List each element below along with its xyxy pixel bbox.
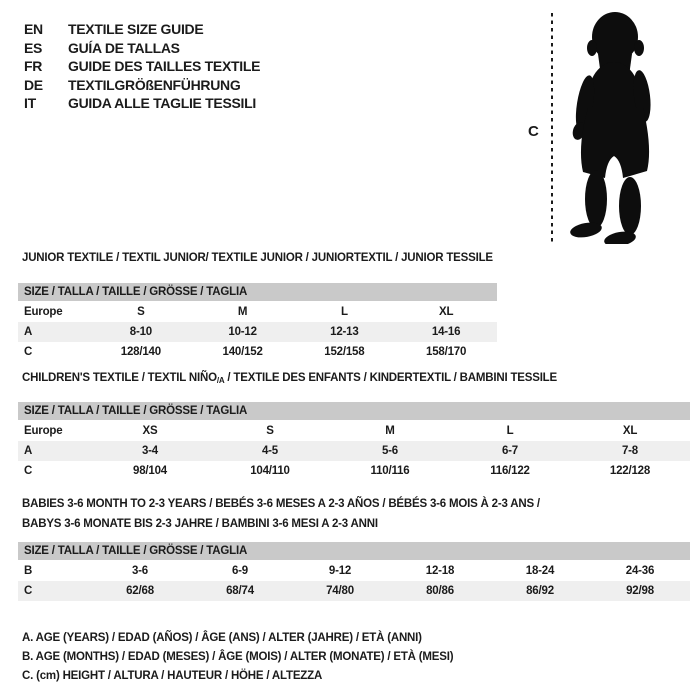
row-label: A — [24, 445, 33, 457]
height-measure-label: C — [528, 123, 539, 140]
row-label: C — [24, 585, 33, 597]
table-row — [18, 342, 497, 362]
junior-size-table — [18, 283, 497, 362]
row-label: Europe — [24, 306, 63, 318]
children-title-sub: /A — [216, 376, 225, 385]
height-cell: 86/92 — [526, 585, 554, 597]
height-cell: 74/80 — [326, 585, 354, 597]
language-title-list — [24, 20, 260, 113]
language-label: TEXTILGRÖßENFÜHRUNG — [68, 76, 241, 93]
row-label: C — [24, 346, 33, 358]
language-code: FR — [24, 58, 43, 74]
children-section-title — [22, 372, 557, 385]
size-cell: L — [506, 425, 514, 437]
age-cell: 3-6 — [131, 565, 149, 577]
height-cell: 104/110 — [250, 465, 290, 477]
age-cell: 6-9 — [231, 565, 249, 577]
age-cell: 10-12 — [228, 326, 257, 338]
table-row — [18, 421, 690, 441]
babies-title-line2: BABYS 3-6 MONATE BIS 2-3 JAHRE / BAMBINI 3-6 MESI A 2-3 ANNI — [22, 518, 378, 530]
language-code: DE — [24, 76, 43, 93]
age-cell: 8-10 — [129, 326, 152, 338]
height-cell: 110/116 — [370, 465, 410, 477]
height-cell: 152/158 — [324, 346, 365, 358]
size-cell: L — [340, 306, 348, 318]
language-label: GUIDE DES TAILLES TEXTILE — [68, 58, 261, 74]
row-label: Europe — [24, 425, 63, 437]
age-cell: 14-16 — [431, 326, 461, 338]
babies-title-line1: BABIES 3-6 MONTH TO 2-3 YEARS / BEBÉS 3-6 MESES A 2-3 AÑOS / BÉBÉS 3-6 MOIS À 2-3 ANS / — [22, 498, 540, 510]
height-cell: 80/86 — [426, 585, 454, 597]
row-label: B — [24, 565, 33, 577]
language-row-de — [24, 76, 260, 95]
junior-size-bar: SIZE / TALLA / TAILLE / GRÖSSE / TAGLIA — [18, 283, 497, 301]
children-size-bar: SIZE / TALLA / TAILLE / GRÖSSE / TAGLIA — [18, 402, 690, 420]
table-row — [18, 302, 497, 322]
table-row — [18, 461, 690, 481]
junior-section-title: JUNIOR TEXTILE / TEXTIL JUNIOR/ TEXTILE JUNIOR / JUNIORTEXTIL / JUNIOR TESSILE — [22, 252, 493, 264]
legend-line-b: B. AGE (MONTHS) / EDAD (MESES) / ÂGE (MOIS) / ALTER (MONATE) / ETÀ (MESI) — [22, 651, 454, 663]
age-cell: 6-7 — [501, 445, 519, 457]
language-row-fr — [24, 57, 260, 76]
height-cell: 128/140 — [120, 346, 161, 358]
row-label: A — [24, 326, 33, 338]
height-cell: 122/128 — [609, 465, 651, 477]
legend-line-a: A. AGE (YEARS) / EDAD (AÑOS) / ÂGE (ANS) / ALTER (JAHRE) / ETÀ (ANNI) — [22, 632, 422, 644]
table-row — [18, 441, 690, 461]
legend-line-c: C. (cm) HEIGHT / ALTURA / HAUTEUR / HÖHE / ALTEZZA — [22, 670, 323, 682]
babies-section-title — [22, 494, 540, 534]
size-cell: XS — [142, 425, 158, 437]
height-cell: 68/74 — [226, 585, 254, 597]
table-row — [18, 561, 690, 581]
children-size-table — [18, 402, 690, 481]
language-label: GUÍA DE TALLAS — [68, 39, 180, 56]
size-cell: S — [266, 425, 274, 437]
height-cell: 140/152 — [222, 346, 263, 358]
measurement-legend — [22, 629, 453, 686]
size-cell: S — [137, 306, 145, 318]
age-cell: 12-18 — [425, 565, 455, 577]
height-cell: 158/170 — [426, 346, 467, 358]
language-code: IT — [24, 95, 36, 111]
language-code: ES — [24, 39, 43, 56]
size-cell: XL — [622, 425, 638, 437]
height-cell: 116/122 — [490, 465, 530, 477]
age-cell: 24-36 — [625, 565, 655, 577]
row-label: C — [24, 465, 33, 477]
language-label: GUIDA ALLE TAGLIE TESSILI — [68, 95, 256, 111]
height-cell: 98/104 — [133, 465, 167, 477]
language-code: EN — [24, 21, 43, 37]
age-cell: 12-13 — [330, 326, 359, 338]
table-row — [18, 322, 497, 342]
babies-size-table — [18, 542, 690, 601]
children-title-post: / TEXTILE DES ENFANTS / KINDERTEXTIL / BAMBINI TESSILE — [224, 372, 557, 384]
language-row-es — [24, 39, 260, 58]
age-cell: 7-8 — [621, 445, 639, 457]
size-cell: M — [385, 425, 395, 437]
age-cell: 18-24 — [525, 565, 555, 577]
babies-size-bar: SIZE / TALLA / TAILLE / GRÖSSE / TAGLIA — [18, 542, 690, 560]
height-cell: 92/98 — [626, 585, 654, 597]
height-dashed-line — [551, 13, 553, 243]
table-row — [18, 581, 690, 601]
height-cell: 62/68 — [126, 585, 154, 597]
size-cell: M — [237, 306, 248, 318]
size-cell: XL — [438, 306, 454, 318]
age-cell: 4-5 — [261, 445, 279, 457]
language-label: TEXTILE SIZE GUIDE — [68, 21, 204, 37]
language-row-en — [24, 20, 260, 39]
children-title-pre: CHILDREN'S TEXTILE / TEXTIL NIÑO — [22, 372, 217, 384]
age-cell: 3-4 — [141, 445, 159, 457]
age-cell: 5-6 — [381, 445, 399, 457]
language-row-it — [24, 94, 260, 113]
toddler-silhouette-icon — [558, 8, 670, 244]
age-cell: 9-12 — [328, 565, 352, 577]
